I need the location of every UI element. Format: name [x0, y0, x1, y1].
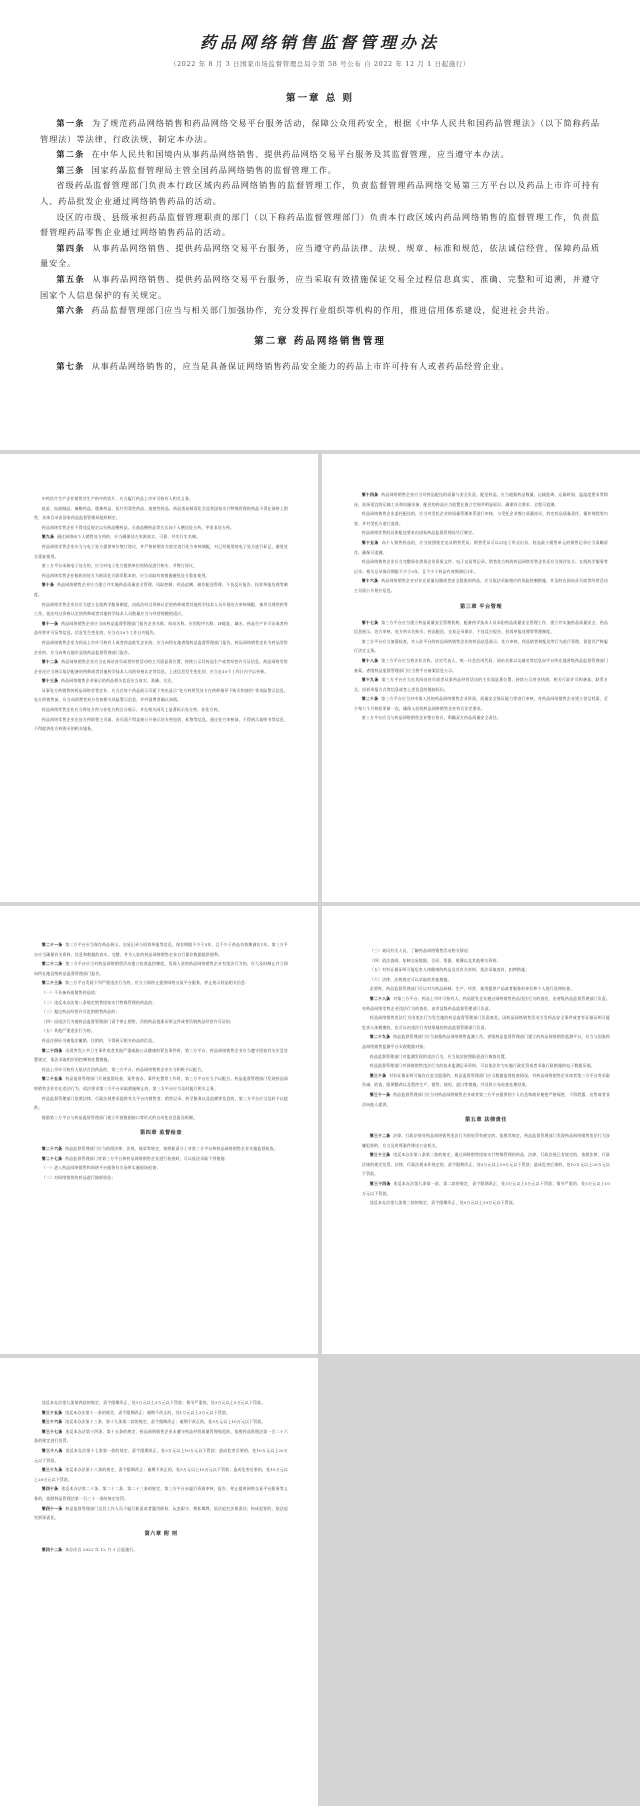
article-paragraph	[362, 1090, 610, 1109]
article-paragraph	[362, 1032, 610, 1051]
article-paragraph	[34, 1144, 288, 1154]
article-text: 违反本办法第八条第二款的规定，通过网络销售国家实行特殊管理的药品，法律、行政法规已有规定的，依照法律、行政法规的规定处罚。法律、行政法规未作规定的，责令限期改正，处5万元以上10万元以下罚款；造成危害后果的，处10万元以上20万元以下罚款。	[362, 1152, 611, 1177]
article-number: 第二条	[56, 149, 85, 160]
article-number: 第四十二条	[41, 1546, 63, 1552]
chapter-heading: 第四章 监督检查	[139, 1130, 183, 1137]
paragraph-list	[34, 1144, 288, 1182]
document-page-4	[0, 906, 318, 1354]
article-number: 第二十二条	[41, 961, 63, 967]
article-paragraph	[354, 509, 608, 528]
article-number: 第三十二条	[369, 1133, 391, 1139]
article-paragraph	[362, 1150, 610, 1179]
article-number: 第四十条	[41, 1486, 59, 1492]
article-text: 国家药品监督管理局主管全国药品网络销售的监督管理工作。	[91, 164, 337, 175]
article-text: 违反本办法第十四条、第十五条的规定，药品网络销售企业未遵守药品经营质量管理规范的，依照药品管理法第一百二十六条的规定进行处罚。	[34, 1428, 289, 1444]
article-paragraph	[34, 1074, 288, 1093]
article-number: 第十二条	[41, 659, 59, 665]
article-text: 第三方平台承接电子处方的，应当对电子处方提供单位的情况进行核实，并签订协议。	[41, 563, 198, 569]
article-number: 第二十四条	[41, 1047, 63, 1053]
document-page-3	[322, 454, 640, 902]
article-paragraph	[354, 656, 608, 675]
article-text: 违反本办法第十一条的规定，责令限期改正；逾期不改正的，处1万元以上3万元以下罚款。	[65, 1409, 231, 1415]
article-number: 第三十六条	[41, 1419, 63, 1425]
article-number: 第七条	[56, 360, 85, 371]
article-text: 药品监督管理部门对网络销售违法行为的技术监测记录资料，可以依法作为实施行政处罚或者采取行政措施的电子数据证据。	[369, 1063, 595, 1069]
article-paragraph	[362, 1179, 610, 1198]
article-paragraph	[34, 600, 288, 619]
article-number: 第三十八条	[41, 1447, 63, 1453]
article-paragraph	[34, 1173, 288, 1183]
article-text: 药品上市许可持有人依法召回药品的，第三方平台、药品网络销售企业应当积极予以配合。	[41, 1066, 206, 1072]
article-text: 药品注册证书被依法撤销、注销的，不得展示相关药品的信息。	[41, 1037, 157, 1043]
article-paragraph	[34, 1113, 288, 1123]
article-text: 药品监督管理部门应当依照法律、法规、规章等规定，按照职责分工对第三方平台和药品网络销售企业实施监督检查。	[65, 1146, 278, 1152]
article-text: 药品监督管理部门应当对药品网络销售企业或者第三方平台提供的个人信息和商业秘密严格保密，不得泄露、出售或者非法向他人提供。	[362, 1091, 611, 1107]
document-page-6	[0, 1358, 318, 1806]
article-number: 第一条	[56, 118, 85, 128]
article-text: （五）对有证据证明可能危害人体健康的药品及其有关材料，依法采取查封、扣押措施；	[369, 967, 530, 973]
article-paragraph	[354, 538, 608, 557]
article-text: 药品网络销售企业委托配送的，应当对受托企业的质量管理体系进行审核，与受托企业签订质量协议，约定药品质量责任、操作规程等内容，并对受托方进行监督。	[354, 511, 608, 526]
article-text: 药品网络零售企业还应当建立在线药学服务制度，由依法经过资格认定的药师或者其他药学技术人员开展处方审核调配、指导合理用药等工作。依法经过资格认定的药师或者其他药学技术人员数量应当与经营规模相适应。	[34, 601, 288, 617]
article-paragraph	[34, 1046, 288, 1065]
article-text: （三）超过药品经营许可范围销售药品的；	[41, 1009, 120, 1015]
article-paragraph	[34, 1545, 288, 1555]
article-text: 本办法自 2022 年 12 月 1 日起施行。	[65, 1546, 138, 1552]
article-paragraph	[354, 528, 608, 538]
article-text: 对第三方平台、药品上市许可持有人、药品批发企业通过网络销售药品违法行为的查处，由省级药品监督管理部门负责。对药品网络零售企业违法行为的查处，由市县级药品监督管理部门负责。	[362, 995, 611, 1011]
article-text: 必要时，药品监督管理部门可以对为药品研制、生产、经营、使用提供产品或者服务的单位和个人进行延伸检查。	[369, 986, 575, 992]
article-text: 为了规范药品网络销售和药品网络交易平台服务活动，保障公众用药安全，根据《中华人民共和国药品管理法》（以下简称药品管理法）等法律、行政法规，制定本办法。	[40, 118, 600, 144]
article-paragraph	[34, 1154, 288, 1164]
article-text: 省级药品监督管理部门负责本行政区域内药品网络销售的监督管理工作，负责监督管理药品网络交易第三方平台以及药品上市许可持有人、药品批发企业通过网络销售药品的活动。	[40, 180, 600, 206]
document-page-2	[0, 454, 318, 902]
article-paragraph	[362, 946, 610, 956]
article-text: 药品监督管理部门应当与相关部门加强协作，充分发挥行业组织等机构的作用，推进信用体系建设，促进社会共治。	[91, 305, 556, 316]
article-text: 药品网络销售企业为药品上市许可持有人或者药品批发企业的，应当向所在地省级药品监督管理部门报告。药品网络销售企业为药品零售企业的，应当向所在地市县级药品监督管理部门报告。	[34, 639, 288, 655]
article-paragraph	[362, 994, 610, 1013]
article-paragraph	[40, 210, 600, 241]
article-number: 第三十五条	[41, 1409, 63, 1415]
article-paragraph	[34, 715, 288, 734]
article-paragraph	[34, 998, 288, 1008]
article-paragraph	[362, 965, 610, 975]
article-number: 第十三条	[41, 678, 59, 684]
article-text: 从事处方药销售的药品网络零售企业，应当在每个药品展示页面下突出显示“处方药须凭处方在药师指导下购买和使用”等风险警示信息。处方药销售前，应当向消费者充分告知相关风险警示信息，并经消费者确认知情。	[34, 687, 288, 703]
article-paragraph	[40, 178, 600, 209]
article-number: 第二十六条	[41, 1146, 63, 1152]
article-number: 第四条	[56, 242, 85, 253]
article-text: 药品网络销售企业应当向药品监督管理部门报告企业名称、网站名称、应用程序名称、IP地址、域名、药品生产许可证或者药品经营许可证等信息。信息发生变化的，应当在10个工作日内报告。	[34, 620, 288, 636]
article-number: 第十八条	[361, 657, 379, 663]
article-paragraph	[34, 1007, 288, 1017]
article-paragraph	[34, 1465, 288, 1484]
article-text: 药品监督管理部门及其工作人员不履行职责或者滥用职权、玩忽职守、徇私舞弊，依法追究法律责任；构成犯罪的，依法追究刑事责任。	[34, 1505, 289, 1521]
article-text: 违反本办法第二十条、第二十二条、第二十三条的规定，第三方平台未履行资质审核、报告、停止提供网络交易平台服务等义务的，依照药品管理法第一百三十一条的规定处罚。	[34, 1486, 289, 1501]
article-text: （五）其他严重违法行为的。	[41, 1028, 95, 1034]
article-text: 药品网络零售企业在处方药销售主页面、首页面不得直接公开展示处方药包装、标签等信息。通过处方审核前，不得展示说明书等信息，不得提供处方药购买的相关服务。	[34, 716, 288, 732]
article-paragraph	[34, 619, 288, 638]
article-paragraph	[34, 686, 288, 705]
article-paragraph	[40, 359, 600, 375]
article-paragraph	[34, 1504, 288, 1523]
article-paragraph	[40, 147, 600, 163]
paragraph-list	[354, 618, 608, 724]
article-text: 违反本办法第十三条、第十九条第二款的规定，责令限期改正；逾期不改正的，处5万元以上10万元以下罚款。	[65, 1419, 266, 1425]
article-text: 药品网络销售企业应当对药品配送的质量与安全负责。配送药品，应当根据药品数量、运输距离、运输时间、温湿度要求等情况，选择适宜的运输工具和设施设备，配送的药品应当放置在独立空间并明显标识，确保符合要求、全程可追溯。	[354, 492, 609, 507]
article-paragraph	[34, 1036, 288, 1046]
article-number: 第十七条	[361, 619, 379, 625]
paragraph-list	[34, 1398, 288, 1523]
article-paragraph	[34, 1398, 288, 1408]
paragraph-list	[362, 946, 610, 1109]
article-text: （六）法律、法规规定可以采取的其他措施。	[369, 976, 452, 982]
article-text: 药品监督管理部门对第三方平台和药品网络销售企业进行检查时，可以依法采取下列措施：	[65, 1155, 229, 1161]
article-number: 第三十七条	[41, 1428, 63, 1434]
article-text: 第三方平台应当与药品网络销售企业签订协议，明确双方药品质量安全责任。	[361, 715, 501, 721]
paragraph-list	[34, 494, 288, 734]
article-text: 第三方平台发现下列严重违法行为的，应当立即停止提供网络交易平台服务，停止展示药品相关信息：	[65, 980, 250, 986]
article-text: 设区的市级、县级承担药品监督管理职责的部门（以下称药品监督管理部门）负责本行政区域内药品网络销售的监督管理工作，负责监督管理药品零售企业通过网络销售药品的活动。	[40, 211, 600, 238]
document-page-5	[322, 906, 640, 1354]
article-paragraph	[354, 490, 608, 509]
article-paragraph	[362, 1013, 610, 1032]
article-text: 药品监督管理部门对监测发现的违法行为，应当依法按照职责进行调查处置。	[369, 1053, 509, 1059]
article-text: 中药饮片生产企业销售其生产的中药饮片，应当履行药品上市许可持有人相关义务。	[41, 496, 194, 501]
article-paragraph	[34, 705, 288, 715]
article-paragraph	[362, 1061, 610, 1071]
article-text: （四）依法查阅、复制交易数据、合同、票据、账簿以及其他相关资料；	[369, 957, 501, 963]
article-text: 药品网络销售企业对存在质量问题或者安全隐患的药品，应当依法采取相应的风险控制措施，并及时在网站首页或者经营活动主页面公开相应信息。	[354, 578, 609, 593]
article-paragraph	[34, 580, 288, 599]
article-paragraph	[34, 1065, 288, 1075]
article-number: 第五条	[56, 273, 85, 284]
article-paragraph	[34, 523, 288, 533]
article-text: 第三方平台应当建立药品质量安全管理机构，配备药学技术人员承担药品质量安全管理工作，建立并实施药品质量安全、药品信息展示、处方审核、处方药实名购买、药品配送、交易记录保存、不良反应报告、投诉举报处理等管理制度。	[354, 619, 609, 635]
document-page-1	[0, 0, 640, 450]
article-paragraph	[362, 1071, 610, 1090]
article-paragraph	[34, 1427, 288, 1446]
article-number: 第三条	[56, 164, 85, 175]
article-number: 第二十九条	[369, 1034, 391, 1040]
article-paragraph	[34, 571, 288, 581]
article-text: 药品网络销售企业应当建立并实施药品质量安全管理、风险控制、药品追溯、储存配送管理、不良反应报告、投诉举报处理等制度。	[34, 582, 288, 597]
article-text: 药品监督管理部门开展监督检查、案件查办、事件处置等工作时，第三方平台应当予以配合。药品监督管理部门发现药品网络销售企业存在违法行为，依法要求第三方平台采取措施制止的，第三方平台应当及时履行相关义务。	[34, 1076, 289, 1091]
article-text: （二）对网络销售的药品进行抽样检验；	[41, 1175, 116, 1181]
article-number: 第二十条	[361, 696, 379, 702]
article-text: 第三方平台应当加强检查，对入驻平台的药品网络销售企业的药品信息展示、处方审核、药品销售和配送等行为进行管理，督促其严格履行法定义务。	[354, 638, 608, 654]
article-paragraph	[34, 1484, 288, 1503]
article-text: 药品网络销售企业应当在网站首页或者经营活动的主页面显著位置，持续公示其药品生产或者经营许可证信息。药品网络零售企业还应当展示依法配备的药师或者其他药学技术人员的资格认定等信息。上述信息发生变化的，应当在10个工作日内予以更新。	[34, 659, 289, 674]
article-text: 药品网络销售企业应当完整保存供货企业资质文件、电子交易等记录。销售处方药的药品网络零售企业还应当保存处方、在线药学服务等记录。相关记录保存期限不少于5年，且不少于药品有效期满后1年。	[354, 559, 608, 574]
article-number: 第二十七条	[41, 1155, 63, 1161]
article-paragraph	[34, 494, 288, 504]
article-text: 第三方平台应当将企业名称、法定代表人、统一社会信用代码、网站名称以及域名等信息向平台所在地省级药品监督管理部门备案。省级药品监督管理部门应当将平台备案信息公示。	[354, 657, 609, 673]
article-paragraph	[362, 956, 610, 966]
article-paragraph	[34, 978, 288, 988]
article-text: （三）询问有关人员，了解药品网络销售活动相关情况；	[369, 948, 473, 953]
paragraph-list	[354, 490, 608, 596]
article-paragraph	[34, 940, 288, 959]
paragraph-list	[362, 1131, 610, 1208]
article-text: 疫苗、血液制品、麻醉药品、精神药品、医疗用毒性药品、放射性药品、药品类易制毒化学品等国家实行特殊管理的药品不得在网络上销售，具体目录由国家药品监督管理局组织制定。	[34, 505, 288, 521]
article-number: 第二十三条	[41, 980, 63, 986]
article-text: 药品网络零售企业不得违反规定以买药品赠药品、买商品赠药品等方式向个人赠送处方药、甲类非处方药。	[41, 524, 235, 530]
article-text: 向个人销售药品的，应当按照规定出具销售凭证。销售凭证可以以电子形式出具，药品最小销售单元的销售记录应当清晰留存，确保可追溯。	[354, 539, 609, 555]
article-number: 第十条	[41, 582, 55, 588]
article-paragraph	[40, 116, 600, 147]
article-paragraph	[354, 618, 608, 637]
article-paragraph	[354, 713, 608, 723]
chapter-heading: 第五章 法律责任	[464, 1117, 508, 1124]
article-paragraph	[34, 959, 288, 978]
article-text: （二）违反本办法第八条规定销售国家实行特殊管理的药品的；	[41, 999, 157, 1005]
paragraph-list	[34, 1545, 288, 1555]
article-number: 第三十九条	[41, 1467, 63, 1473]
article-text: 违反本办法第九条第三款的规定，责令限期改正，处5万元以上10万元以下罚款。	[369, 1200, 517, 1206]
article-text: 违反本办法第九条第四款的规定，责令限期改正，处1万元以上3万元以下罚款；情节严重的，处3万元以上5万元以下罚款。	[41, 1400, 266, 1405]
article-paragraph	[34, 1163, 288, 1173]
article-text: （一）进入药品网络销售和网络平台服务有关场所实施现场检查；	[41, 1165, 161, 1171]
article-paragraph	[362, 984, 610, 994]
article-text: 药品网络零售企业接收的处方为纸质处方影印版本的，应当采取有效措施避免处方重复使用。	[41, 572, 210, 578]
article-text: 违反本办法第十八条的规定，责令限期改正；逾期不改正的，处5万元以上10万元以下罚款；造成危害后果的，处10万元以上20万元以下罚款。	[34, 1467, 289, 1482]
article-text: 通过网络向个人销售处方药的，应当确保处方来源真实、可靠，并实行实名制。	[56, 534, 201, 540]
article-paragraph	[34, 1417, 288, 1427]
chapter-heading: 第二章 药品网络销售管理	[254, 335, 386, 347]
article-paragraph	[354, 576, 608, 595]
article-text: 对有证据证明可能存在安全隐患的，药品监督管理部门应当根据监督检查情况，对药品网络销售企业或者第三方平台等采取告诫、约谈、限期整改以及暂停生产、销售、使用、进口等措施，并及时公布检查处理结果。	[362, 1072, 611, 1088]
article-paragraph	[40, 163, 600, 179]
article-text: （四）因违法行为被药品监督管理部门责令停止销售、吊销药品批准证明文件或者吊销药品经营许可证的；	[41, 1018, 235, 1024]
article-paragraph	[34, 532, 288, 542]
article-text: 法律、行政法规对药品网络销售违法行为的处罚有规定的，依照其规定。药品监督管理部门发现药品网络销售违法行为涉嫌犯罪的，应当及时将案件移送公安机关。	[362, 1133, 611, 1148]
article-paragraph	[34, 1446, 288, 1465]
article-text: 药品网络零售企业应当与电子处方提供单位签订协议，并严格按照有关规定进行处方审核调配，对已经使用的电子处方进行标记，避免处方重复使用。	[34, 543, 288, 559]
article-text: 出现突发公共卫生事件或者其他严重威胁公众健康的紧急事件时，第三方平台、药品网络销售企业应当遵守国家有关应急处置规定，依法采取相应的控制和处置措施。	[34, 1047, 289, 1063]
article-paragraph	[362, 1052, 610, 1062]
article-paragraph	[34, 504, 288, 523]
article-number: 第三十条	[369, 1072, 387, 1078]
article-text: 从事药品网络销售、提供药品网络交易平台服务，应当采取有效措施保证交易全过程信息真实、准确、完整和可追溯，并遵守国家个人信息保护的有关规定。	[40, 273, 600, 300]
article-text: 违反本办法第九条第一款、第二款的规定，责令限期改正，处3万元以上5万元以下罚款；情节严重的，处5万元以上10万元以下罚款。	[362, 1181, 611, 1196]
chapter-heading: 第三章 平台管理	[459, 603, 503, 610]
article-paragraph	[40, 241, 600, 272]
article-paragraph	[354, 675, 608, 694]
article-paragraph	[34, 561, 288, 571]
article-text: 第三方平台应当在其网站首页或者从事药品经营活动的主页面显著位置，持续公示营业执照、相关行政许可和备案、联系方式、投诉举报方式等信息或者上述信息的链接标识。	[354, 677, 609, 692]
article-text: 药品网络销售企业展示的药品相关信息应当真实、准确、合法。	[61, 678, 176, 684]
article-number: 第十四条	[361, 492, 379, 497]
article-text: 药品监督管理部门应当加强药品网络销售监测工作。省级药品监督管理部门建立的药品网络销售监测平台，应当与国家药品网络销售监测平台实现数据对接。	[362, 1034, 611, 1049]
document-subtitle: （2022 年 8 月 3 日国家市场监督管理总局令第 58 号公布 自 2022 年 12 月 1 日起施行）	[169, 60, 471, 68]
article-text: （一）不具备资质销售药品的；	[41, 989, 100, 995]
article-paragraph	[40, 272, 600, 303]
article-number: 第二十五条	[41, 1076, 63, 1082]
article-text: 药品网络零售的具体配送要求由国家药品监督管理局另行制定。	[361, 530, 477, 536]
article-paragraph	[354, 557, 608, 576]
article-number: 第十一条	[41, 620, 59, 626]
article-text: 第三方平台应当对药品网络销售活动建立检查监控制度。发现入驻的药品网络销售企业有违法行为的，应当及时制止并立即向所在地县级药品监督管理部门报告。	[34, 961, 289, 976]
article-text: 从事药品网络销售的，应当是具备保证网络销售药品安全能力的药品上市许可持有人或者药品经营企业。	[91, 360, 510, 371]
article-number: 第三十一条	[369, 1091, 391, 1097]
article-text: 药品监督管理部门依照法律、行政法规要求提供有关平台内销售者、销售记录、药学服务以及追溯等信息的，第三方平台应当及时予以提供。	[34, 1095, 288, 1111]
document-title: 药品网络销售监督管理办法	[199, 33, 440, 52]
article-number: 第四十一条	[41, 1505, 63, 1511]
article-text: 鼓励第三方平台与药品监督管理部门建立开放数据接口等形式的自动化信息报送机制。	[41, 1114, 198, 1120]
article-paragraph	[354, 694, 608, 713]
article-paragraph	[34, 1026, 288, 1036]
article-number: 第十六条	[361, 578, 379, 584]
article-number: 第二十八条	[369, 995, 391, 1001]
article-paragraph	[34, 638, 288, 657]
article-paragraph	[354, 637, 608, 656]
chapter-heading: 第六章 附 则	[144, 1530, 178, 1537]
article-paragraph	[34, 988, 288, 998]
article-paragraph	[34, 1408, 288, 1418]
article-paragraph	[34, 676, 288, 686]
article-number: 第三十四条	[369, 1181, 391, 1187]
article-number: 第九条	[41, 534, 55, 540]
article-number: 第十九条	[361, 677, 379, 683]
article-text: 违反本办法第十七条第一款的规定，责令限期改正，处3万元以上10万元以下罚款；造成危害后果的，处10万元以上20万元以下罚款。	[34, 1447, 289, 1463]
article-text: 在中华人民共和国境内从事药品网络销售、提供药品网络交易平台服务及其监督管理，应当遵守本办法。	[91, 149, 510, 160]
article-text: 药品网络销售违法行为由违法行为发生地的药品监督管理部门负责查处。因药品网络销售活动引发药品安全事件或者有证据证明可能危害人体健康的，也可以由违法行为结果地的药品监督管理部门负责。	[362, 1015, 610, 1030]
paragraph-list	[34, 940, 288, 1122]
article-paragraph	[34, 1094, 288, 1113]
article-paragraph	[362, 1198, 610, 1208]
article-number: 第十五条	[361, 539, 379, 545]
article-paragraph	[34, 657, 288, 676]
article-paragraph	[362, 1131, 610, 1150]
article-text: 第三方平台应当保存药品展示、交易记录与投诉举报等信息。保存期限不少于5年，且不少于药品有效期满后1年。第三方平台应当确保有关资料、信息和数据的真实、完整，并为入驻的药品网络销售企业自行保存数据提供便利。	[34, 942, 289, 957]
article-text: 从事药品网络销售、提供药品网络交易平台服务，应当遵守药品法律、法规、规章、标准和规范，依法诚信经营，保障药品质量安全。	[40, 242, 600, 269]
article-number: 第六条	[56, 305, 85, 316]
article-paragraph	[34, 1017, 288, 1027]
article-number: 第三十三条	[369, 1152, 391, 1158]
paragraph-list	[40, 116, 600, 319]
article-paragraph	[34, 542, 288, 561]
chapter-heading: 第一章 总 则	[285, 93, 355, 104]
article-paragraph	[362, 975, 610, 985]
article-number: 第二十一条	[41, 942, 63, 947]
article-paragraph	[40, 303, 600, 319]
article-text: 药品网络零售企业应当将处方药与非处方药区分展示，并在相关网页上显著标示处方药、非处方药。	[41, 707, 222, 713]
article-text: 第三方平台应当对申请入驻的药品网络销售企业资质、质量安全保证能力等进行审核，对药品网络销售企业建立登记档案，至少每六个月核验更新一次，确保入驻的药品网络销售企业符合法定要求。	[354, 696, 609, 711]
